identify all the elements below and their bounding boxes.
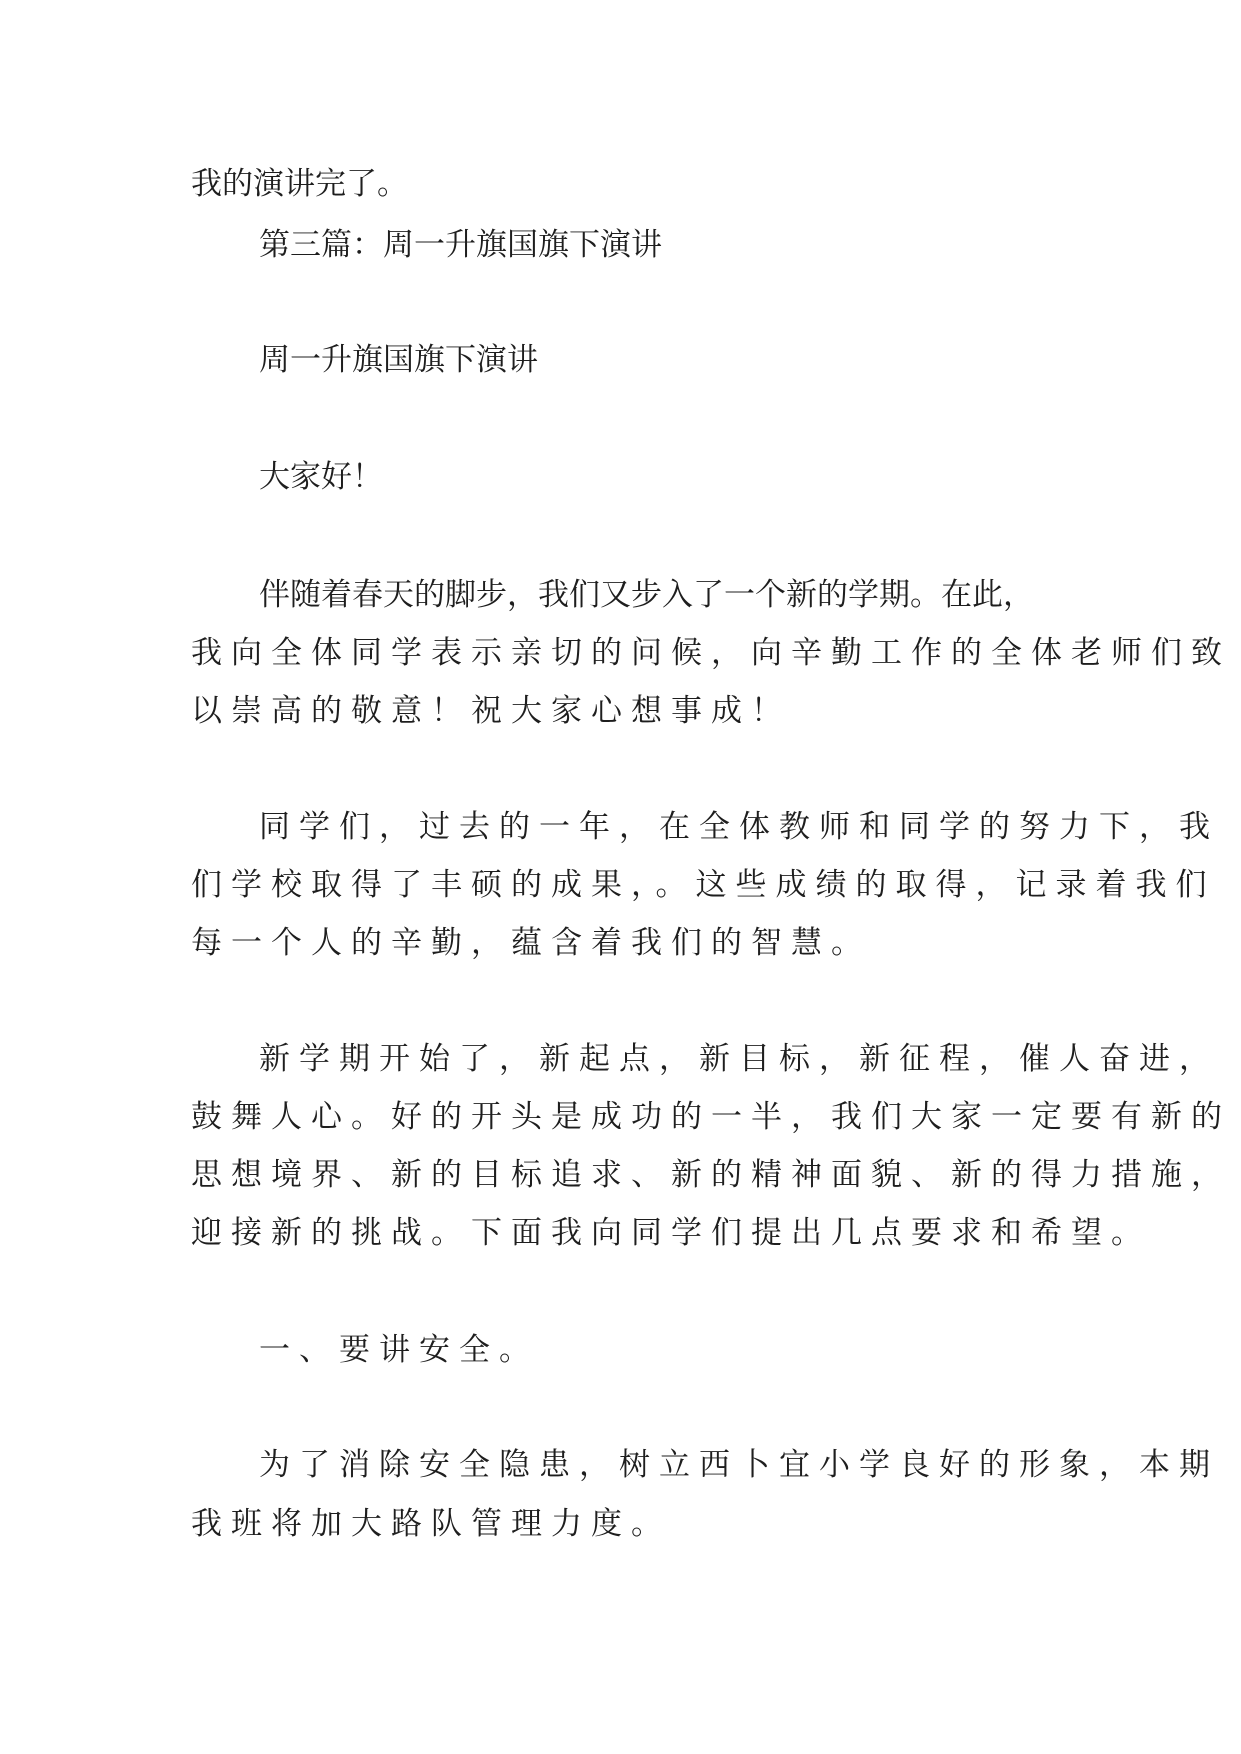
subheading: 一、要讲安全。: [259, 1332, 539, 1368]
text-line: 为了消除安全隐患，树立西卜宜小学良好的形象，本期: [259, 1447, 1219, 1483]
text-line: 们学校取得了丰硕的成果，。这些成绩的取得，记录着我们: [191, 867, 1216, 903]
text-line: 以崇高的敬意！祝大家心想事成！: [191, 693, 791, 729]
speech-title: 周一升旗国旗下演讲: [259, 342, 538, 378]
text-line: 我班将加大路队管理力度。: [191, 1506, 671, 1542]
text-line: 鼓舞人心。好的开头是成功的一半，我们大家一定要有新的: [191, 1099, 1231, 1135]
text-line: 思想境界、新的目标追求、新的精神面貌、新的得力措施，: [191, 1157, 1231, 1193]
text-line: 我的演讲完了。: [191, 166, 408, 202]
text-line: 伴随着春天的脚步，我们又步入了一个新的学期。在此，: [259, 577, 1034, 613]
text-line: 迎接新的挑战。下面我向同学们提出几点要求和希望。: [191, 1215, 1151, 1251]
text-line: 新学期开始了，新起点，新目标，新征程，催人奋进，: [259, 1041, 1219, 1077]
text-line: 我向全体同学表示亲切的问候，向辛勤工作的全体老师们致: [191, 635, 1231, 671]
text-line: 每一个人的辛勤，蕴含着我们的智慧。: [191, 925, 871, 961]
section-heading: 第三篇：周一升旗国旗下演讲: [259, 227, 662, 263]
greeting: 大家好！: [259, 459, 383, 495]
text-line: 同学们，过去的一年，在全体教师和同学的努力下，我: [259, 809, 1219, 845]
